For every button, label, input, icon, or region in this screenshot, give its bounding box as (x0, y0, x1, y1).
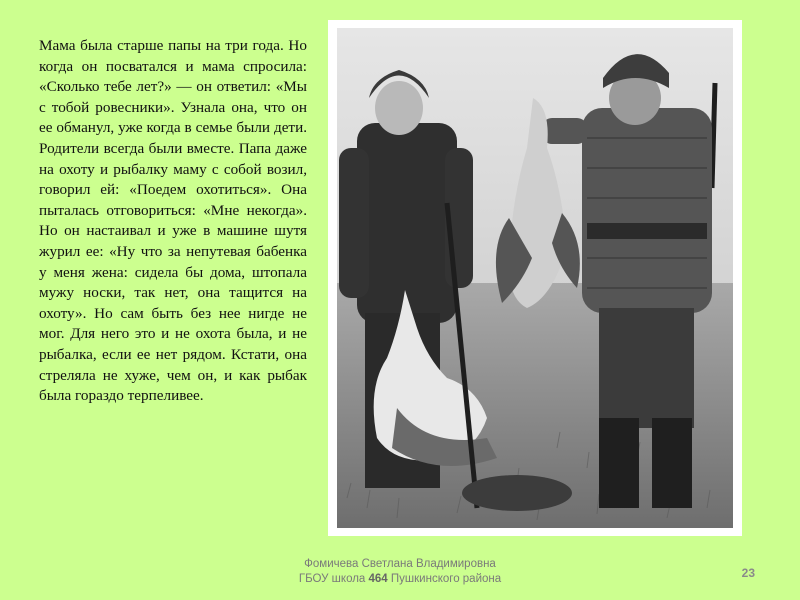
footer (210, 557, 590, 587)
page-number: 23 (741, 566, 755, 580)
footer-school-number: 464 (368, 573, 388, 585)
footer-school-suffix: Пушкинского района (387, 573, 502, 585)
hunting-photo (337, 28, 733, 528)
hunting-photo-illustration (337, 28, 733, 528)
photo-frame (328, 20, 742, 536)
story-text: Мама была старше папы на три года. Но когда он посватался и мама спросила: «Сколько тебе лет?» — он ответил: «Мы с тобой ровесники». Узнала она, что он ее обманул, уже когда в семье были дети. Родители всегда были вместе. Папа даже на охоту и рыбалку маму с собой возил, говорил ей: «Поедем охотиться». Она пыталась отговориться: «Мне некогда». Но он настаивал и уже в машине шутя журил ее: «Ну что за непутевая бабенка у меня жена: сидела бы дома, штопала мужу носки, так нет, она тащится на охоту». Но сам быть без нее нигде не мог. Для него это и не охота была, и не рыбалка, если ее нет рядом. Кстати, она стреляла не хуже, чем он, и как рыбак была гораздо терпеливее. (39, 37, 307, 405)
footer-school-prefix: ГБОУ школа (298, 573, 369, 585)
footer-school (210, 572, 590, 587)
footer-author: Фомичева Светлана Владимировна (304, 558, 496, 570)
